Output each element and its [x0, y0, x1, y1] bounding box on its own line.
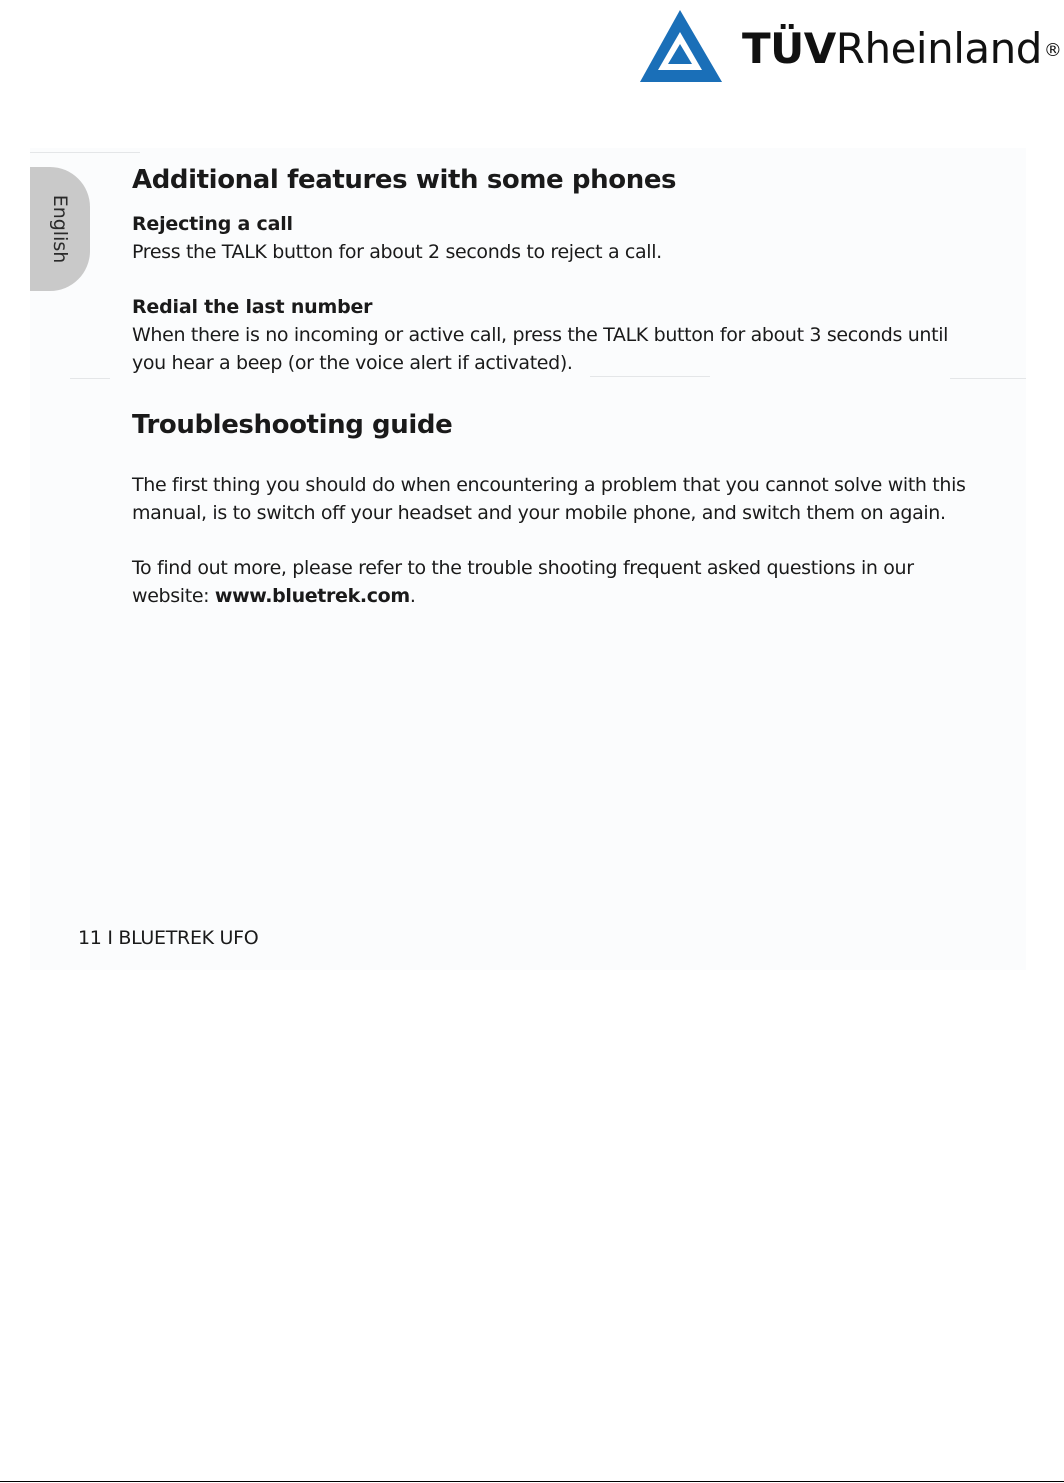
page-edge — [30, 152, 140, 153]
paragraph-troubleshooting-2-line2 — [132, 582, 1012, 610]
subheading-redial: Redial the last number — [132, 296, 373, 318]
brand-wordmark — [742, 24, 1061, 74]
language-label: English — [49, 194, 71, 264]
tuv-rheinland-logo — [638, 8, 1062, 88]
paragraph-troubleshooting-1-line1: The first thing you should do when encountering a problem that you cannot solve with this — [132, 474, 966, 496]
website-suffix: . — [409, 585, 416, 607]
language-tab — [30, 167, 90, 291]
paragraph-troubleshooting-2-line1: To find out more, please refer to the trouble shooting frequent asked questions in our — [132, 557, 914, 579]
bottom-rule — [0, 1481, 1064, 1482]
brand-regular: Rheinland — [835, 24, 1042, 73]
tuv-triangle-icon — [638, 8, 724, 84]
page-edge — [70, 378, 110, 379]
registered-mark: ® — [1043, 40, 1062, 61]
paragraph-rejecting-call: Press the TALK button for about 2 seconds to reject a call. — [132, 241, 662, 263]
subheading-rejecting-call: Rejecting a call — [132, 213, 293, 235]
page-footer: 11 I BLUETREK UFO — [78, 927, 259, 949]
brand-bold: TÜV — [742, 24, 836, 73]
paragraph-redial-line2: you hear a beep (or the voice alert if activated). — [132, 352, 573, 374]
page-content — [132, 160, 1012, 610]
section-title-additional: Additional features with some phones — [132, 165, 677, 195]
section-title-troubleshooting: Troubleshooting guide — [132, 410, 453, 440]
website-prefix: website: — [132, 585, 215, 607]
paragraph-redial-line1: When there is no incoming or active call, press the TALK button for about 3 seconds until — [132, 324, 949, 346]
paragraph-troubleshooting-1-line2: manual, is to switch off your headset and your mobile phone, and switch them on again. — [132, 502, 946, 524]
website-link[interactable]: www.bluetrek.com — [214, 585, 410, 607]
